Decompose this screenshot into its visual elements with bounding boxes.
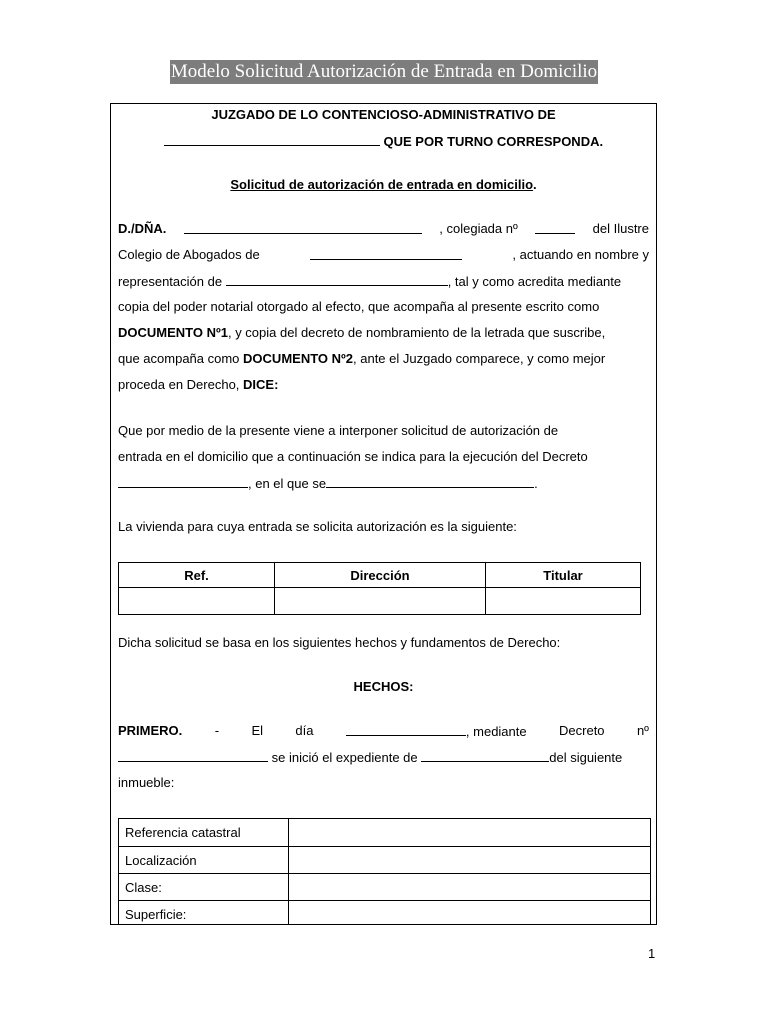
subject-text: Solicitud de autorización de entrada en domicilio (230, 177, 534, 192)
basis-line: Dicha solicitud se basa en los siguientes hechos y fundamentos de Derecho: (118, 635, 561, 650)
table-row (119, 819, 651, 847)
expediente-blank (421, 748, 549, 762)
request-line-1: Que por medio de la presente viene a interponer solicitud de autorización de (118, 423, 559, 438)
housing-intro: La vivienda para cuya entrada se solicita autorización es la siguiente: (118, 519, 517, 534)
decreto-numero-blank (118, 748, 268, 762)
label-localizacion: Localización (119, 847, 289, 874)
fecha-blank (346, 722, 466, 736)
intro-line-3: representación de , tal y como acredita mediante (118, 274, 622, 289)
cell-direccion[interactable] (275, 588, 486, 615)
colegio-blank (310, 246, 462, 260)
intro-line-7: proceda en Derecho, DICE: (118, 377, 279, 392)
value-superficie[interactable] (289, 901, 651, 926)
document-title: Modelo Solicitud Autorización de Entrada en Domicilio (170, 61, 598, 82)
value-clase[interactable] (289, 874, 651, 901)
intro-line-6: que acompaña como DOCUMENTO Nº2, ante el Juzgado comparece, y como mejor (118, 351, 606, 366)
table-row (119, 847, 651, 874)
header-direccion: Dirección (275, 563, 486, 588)
label-superficie: Superficie: (119, 901, 289, 926)
cell-ref[interactable] (119, 588, 275, 615)
documento-1: DOCUMENTO Nº1 (118, 325, 228, 340)
table-row (119, 563, 641, 588)
label-clase: Clase: (119, 874, 289, 901)
court-turn-line: QUE POR TURNO CORRESPONDA. (118, 132, 649, 150)
representacion-blank (226, 272, 448, 286)
intro-line-5: DOCUMENTO Nº1, y copia del decreto de nombramiento de la letrada que suscribe, (118, 325, 606, 340)
intro-line-4: copia del poder notarial otorgado al efecto, que acompaña al presente escrito como (118, 299, 600, 314)
first-line-3: inmueble: (118, 775, 175, 790)
table-row (119, 874, 651, 901)
documento-2: DOCUMENTO Nº2 (243, 351, 354, 366)
property-table (118, 818, 651, 925)
first-label: PRIMERO. (118, 723, 183, 738)
decreto-blank (118, 474, 248, 488)
request-line-3: , en el que se . (118, 474, 649, 492)
subject-line: Solicitud de autorización de entrada en domicilio. (230, 177, 537, 192)
objeto-blank (326, 474, 534, 488)
intro-line-1: D./DÑA. , colegiada nº del Ilustre (118, 221, 649, 236)
facts-heading: HECHOS: (353, 679, 414, 694)
page-number: 1 (648, 946, 656, 961)
first-line-1: PRIMERO. - El día , mediante Decreto nº (118, 723, 649, 739)
request-line-2: entrada en el domicilio que a continuación se indica para la ejecución del Decreto (118, 449, 588, 464)
table-row (119, 588, 641, 615)
colegiada-blank (535, 220, 575, 234)
value-localizacion[interactable] (289, 847, 651, 874)
court-blank (164, 132, 380, 146)
first-line-2: se inició el expediente de del siguiente (118, 748, 649, 766)
intro-line-2: Colegio de Abogados de , actuando en nombre y (118, 247, 649, 262)
header-titular: Titular (486, 563, 641, 588)
table-row (119, 901, 651, 926)
cell-titular[interactable] (486, 588, 641, 615)
housing-table (118, 562, 641, 615)
header-ref: Ref. (119, 563, 275, 588)
court-heading: JUZGADO DE LO CONTENCIOSO-ADMINISTRATIVO DE (211, 107, 556, 122)
document-frame (110, 103, 657, 925)
name-blank (184, 220, 422, 234)
value-referencia[interactable] (289, 819, 651, 847)
label-referencia: Referencia catastral (119, 819, 289, 847)
